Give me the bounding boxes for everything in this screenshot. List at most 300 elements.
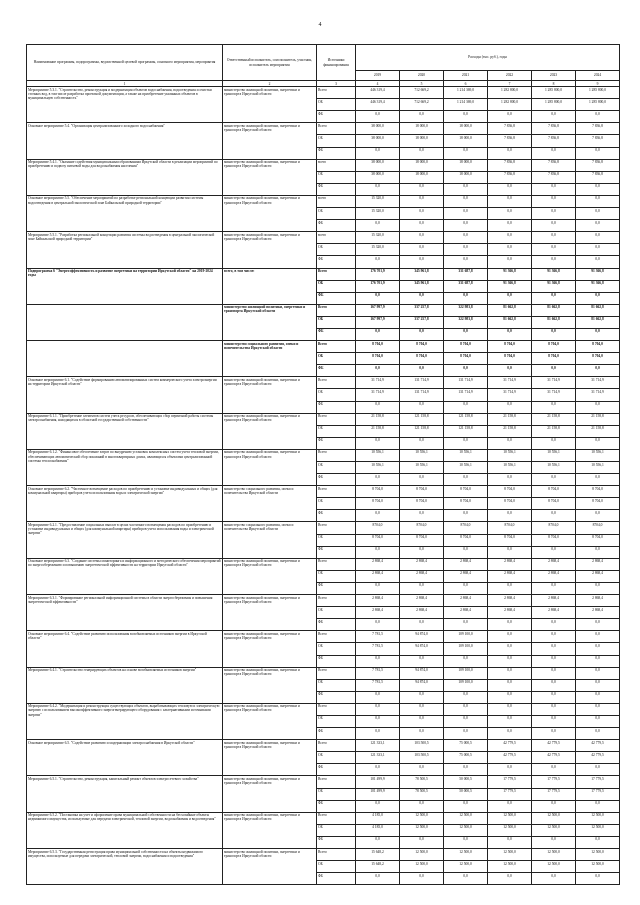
row-value-cell: 0,0 <box>356 703 400 715</box>
row-value-cell: 2 868,4 <box>400 570 444 582</box>
row-value-cell: 8 704,0 <box>576 353 620 365</box>
row-value-cell: 8 704,0 <box>532 341 576 353</box>
row-value-cell: 0,0 <box>400 365 444 377</box>
row-value-cell: 4 185,0 <box>356 812 400 824</box>
row-value-cell: 81 662,8 <box>576 304 620 316</box>
row-name-cell <box>27 341 223 377</box>
row-source-cell: ОБ <box>317 861 356 873</box>
row-value-cell: 0,0 <box>576 510 620 522</box>
row-value-cell: 12 500,0 <box>488 861 532 873</box>
row-value-cell: 7 836,8 <box>532 123 576 135</box>
row-value-cell: 2 868,4 <box>488 607 532 619</box>
row-source-cell: ФБ <box>317 111 356 123</box>
row-value-cell: 0,0 <box>400 232 444 244</box>
row-value-cell: 0,0 <box>356 582 400 594</box>
row-executor-cell: министерство жилищной политики, энергетики и транспорта Иркутской области <box>223 631 317 667</box>
row-value-cell: 7 836,8 <box>532 135 576 147</box>
row-value-cell: 0,0 <box>444 691 488 703</box>
row-value-cell: 0,0 <box>400 582 444 594</box>
row-value-cell: 121 333,1 <box>356 740 400 752</box>
row-value-cell: 0,0 <box>488 232 532 244</box>
table-row <box>27 449 620 461</box>
row-value-cell: 0,0 <box>356 546 400 558</box>
row-value-cell: 0,0 <box>400 691 444 703</box>
row-value-cell: 331 687,8 <box>444 280 488 292</box>
row-value-cell: 0,0 <box>576 232 620 244</box>
row-value-cell: 1 285 800,0 <box>532 87 576 99</box>
row-value-cell: 0,0 <box>444 655 488 667</box>
row-source-cell: ОБ <box>317 280 356 292</box>
row-value-cell: 0,0 <box>576 546 620 558</box>
row-value-cell: 91 366,8 <box>488 280 532 292</box>
row-value-cell: 0,0 <box>488 582 532 594</box>
row-source-cell: ФБ <box>317 836 356 848</box>
row-value-cell: 0,0 <box>576 401 620 413</box>
row-value-cell: 0,0 <box>444 183 488 195</box>
row-value-cell: 31 714,9 <box>576 389 620 401</box>
row-value-cell: 0,0 <box>488 679 532 691</box>
row-value-cell: 121 158,8 <box>444 413 488 425</box>
row-value-cell: 0,0 <box>576 800 620 812</box>
row-value-cell: 21 158,8 <box>356 413 400 425</box>
table-row <box>27 232 620 244</box>
row-value-cell: 75 000,5 <box>444 740 488 752</box>
row-value-cell: 31 714,9 <box>356 389 400 401</box>
row-value-cell: 81 662,8 <box>576 316 620 328</box>
row-value-cell: 0,0 <box>400 208 444 220</box>
header-year: 2021 <box>444 71 488 81</box>
row-value-cell: 18 000,0 <box>400 123 444 135</box>
table-row <box>27 159 620 171</box>
budget-table <box>26 44 620 885</box>
row-value-cell: 21 158,8 <box>356 425 400 437</box>
row-value-cell: 0,0 <box>576 631 620 643</box>
row-value-cell: 0,0 <box>488 715 532 727</box>
row-value-cell: 18 000,0 <box>400 135 444 147</box>
row-value-cell: 17 779,5 <box>576 788 620 800</box>
row-value-cell: 8 704,0 <box>444 498 488 510</box>
row-source-cell: Всего <box>317 667 356 679</box>
row-value-cell: 331 687,8 <box>444 268 488 280</box>
row-source-cell: Всего <box>317 703 356 715</box>
row-value-cell: 2 868,4 <box>488 595 532 607</box>
row-value-cell: 0,0 <box>444 703 488 715</box>
column-number: 7 <box>488 81 532 87</box>
row-value-cell: 0,0 <box>532 546 576 558</box>
row-value-cell: 91 366,8 <box>576 268 620 280</box>
row-value-cell: 0,0 <box>444 220 488 232</box>
row-value-cell: 0,0 <box>488 208 532 220</box>
row-executor-cell: министерство жилищной политики, энергетики и транспорта Иркутской области <box>223 558 317 594</box>
row-source-cell: Всего <box>317 341 356 353</box>
row-value-cell: 167 997,9 <box>356 316 400 328</box>
row-value-cell: 337 257,8 <box>400 316 444 328</box>
row-value-cell: 0,0 <box>576 474 620 486</box>
row-value-cell: 7 836,8 <box>488 159 532 171</box>
row-value-cell: 8 704,0 <box>576 486 620 498</box>
row-value-cell: 81 662,8 <box>532 304 576 316</box>
row-value-cell: 0,0 <box>444 232 488 244</box>
row-value-cell: 0,0 <box>532 873 576 885</box>
row-name-cell: Мероприятие 6.2.1. "Предоставление социальных выплат в целях частичного возмещения расходов по приобретению и установке индивидуальных и общих (для коммунальной квартиры) приборов учета использования воды и электрической энергии" <box>27 522 223 558</box>
header-year: 2024 <box>576 71 620 81</box>
row-source-cell: Всего <box>317 776 356 788</box>
row-value-cell: 131 714,9 <box>444 389 488 401</box>
row-value-cell: 0,0 <box>356 836 400 848</box>
column-number: 3 <box>317 81 356 87</box>
row-executor-cell: министерство жилищной политики, энергетики и транспорта Иркутской области <box>223 413 317 449</box>
row-value-cell: 0,0 <box>356 437 400 449</box>
row-value-cell: 10 556,1 <box>444 449 488 461</box>
table-row <box>27 304 620 316</box>
row-value-cell: 0,0 <box>532 183 576 195</box>
row-value-cell: 8 704,0 <box>488 534 532 546</box>
row-value-cell: 0,0 <box>488 437 532 449</box>
row-value-cell: 0,0 <box>400 873 444 885</box>
row-value-cell: 0,0 <box>576 220 620 232</box>
row-value-cell: 0,0 <box>488 183 532 195</box>
row-value-cell: 2 868,4 <box>532 570 576 582</box>
row-value-cell: 38 000,0 <box>356 123 400 135</box>
table-row <box>27 776 620 788</box>
row-value-cell: 2 868,4 <box>488 558 532 570</box>
row-source-cell: ОБ <box>317 208 356 220</box>
row-value-cell: 0,0 <box>488 256 532 268</box>
row-source-cell: всего <box>317 195 356 207</box>
row-source-cell: Всего <box>317 449 356 461</box>
row-value-cell: 12 500,0 <box>400 824 444 836</box>
row-value-cell: 12 500,0 <box>488 824 532 836</box>
row-value-cell: 7 836,8 <box>576 159 620 171</box>
row-value-cell: 0,0 <box>400 764 444 776</box>
row-value-cell: 0,0 <box>488 643 532 655</box>
row-value-cell: 18 000,0 <box>444 159 488 171</box>
row-value-cell: 81 662,8 <box>488 316 532 328</box>
row-source-cell: ФБ <box>317 619 356 631</box>
row-value-cell: 12 500,0 <box>532 824 576 836</box>
row-value-cell: 0,0 <box>444 546 488 558</box>
row-name-cell: Мероприятие 6.4.2. "Модернизация и реконструкция существующих объектов, вырабатывающих тепловую и электрическую энергию с использованием высокоэффективного энергогенерирующего оборудования с альтернативными источниками энергии" <box>27 703 223 739</box>
row-value-cell: 0,0 <box>576 437 620 449</box>
row-value-cell: 0,0 <box>356 147 400 159</box>
row-value-cell: 42 779,5 <box>488 740 532 752</box>
row-value-cell: 0,0 <box>576 667 620 679</box>
row-value-cell: 0,0 <box>356 111 400 123</box>
row-value-cell: 10 556,1 <box>576 462 620 474</box>
row-value-cell: 94 874,0 <box>400 643 444 655</box>
row-value-cell: 0,0 <box>532 328 576 340</box>
row-value-cell: 131 714,9 <box>444 377 488 389</box>
row-value-cell: 0,0 <box>444 619 488 631</box>
row-value-cell: 8 704,0 <box>400 341 444 353</box>
row-value-cell: 0,0 <box>576 679 620 691</box>
row-name-cell: Мероприятие 5.5.1. "Разработка региональной концепции развития системы водоотведения в центральной экологической зоне Байкальской природной территории" <box>27 232 223 268</box>
row-name-cell: Мероприятие 6.1.1. "Приобретение элементов систем учета ресурсов, обеспечивающих сбор первичной работы системы электроснабжения, находящихся в областной государственной собственности" <box>27 413 223 449</box>
row-value-cell: 50 000,5 <box>444 788 488 800</box>
row-value-cell: 7 836,8 <box>532 159 576 171</box>
row-value-cell: 0,0 <box>532 764 576 776</box>
row-value-cell: 21 158,8 <box>576 413 620 425</box>
row-value-cell: 0,0 <box>400 703 444 715</box>
row-value-cell: 12 500,0 <box>444 849 488 861</box>
row-value-cell: 109 100,0 <box>444 643 488 655</box>
row-source-cell: ФБ <box>317 401 356 413</box>
row-source-cell: ОБ <box>317 462 356 474</box>
row-value-cell: 0,0 <box>576 764 620 776</box>
row-value-cell: 0,0 <box>356 220 400 232</box>
row-value-cell: 2 868,4 <box>356 570 400 582</box>
row-value-cell: 0,0 <box>532 111 576 123</box>
row-value-cell: 8704,0 <box>400 522 444 534</box>
row-value-cell: 12 500,0 <box>400 861 444 873</box>
row-value-cell: 0,0 <box>400 474 444 486</box>
row-source-cell: Всего <box>317 849 356 861</box>
row-name-cell: Основное мероприятие 6.2. "Частичное возмещение расходов по приобретению и установке индивидуальных и общих (для коммунальной квартиры) приборов учета использования воды и электрической энергии" <box>27 486 223 522</box>
row-name-cell: Подпрограмма 6 "Энергоэффективность и развитие энергетики на территории Иркутской области" на 2019-2024 годы <box>27 268 223 304</box>
row-value-cell: 345 961,8 <box>400 268 444 280</box>
row-value-cell: 8 704,0 <box>400 353 444 365</box>
row-value-cell: 0,0 <box>356 401 400 413</box>
table-row <box>27 595 620 607</box>
column-number: 4 <box>356 81 400 87</box>
table-row <box>27 486 620 498</box>
row-value-cell: 1 285 800,0 <box>576 87 620 99</box>
row-value-cell: 8 704,0 <box>576 341 620 353</box>
row-value-cell: 0,0 <box>576 328 620 340</box>
row-executor-cell: министерство жилищной политики, энергетики и транспорта Иркутской области <box>223 87 317 123</box>
row-value-cell: 17 779,5 <box>488 776 532 788</box>
row-source-cell: ОБ <box>317 752 356 764</box>
row-value-cell: 0,0 <box>400 256 444 268</box>
row-source-cell: ФБ <box>317 183 356 195</box>
row-value-cell: 15 648,2 <box>356 849 400 861</box>
row-value-cell: 0,0 <box>488 655 532 667</box>
row-name-cell: Мероприятие 6.5.3. "Государственная регистрация права муниципальной собственности на объекты недвижимого имущества, используемые для передачи электрической, тепловой энергии, водоснабжения и водоотведения" <box>27 849 223 885</box>
row-value-cell: 0,0 <box>444 111 488 123</box>
row-name-cell: Мероприятие 5.3.1. "Строительство, реконструкция и модернизация объектов водоснабжения, водоотведения и очистки сточных вод, в том числе разработка проектной документации, а также на приобретение указанных объектов в муниципальную собственность" <box>27 87 223 123</box>
row-value-cell: 0,0 <box>444 728 488 740</box>
row-value-cell: 7 836,8 <box>576 123 620 135</box>
row-name-cell: Мероприятие 6.4.1. "Строительство генерирующих объектов на основе возобновляемых источников энергии" <box>27 667 223 703</box>
row-source-cell: ФБ <box>317 147 356 159</box>
row-value-cell: 15 320,0 <box>356 195 400 207</box>
row-value-cell: 12 500,0 <box>444 861 488 873</box>
row-value-cell: 8 704,0 <box>356 341 400 353</box>
row-value-cell: 0,0 <box>400 437 444 449</box>
table-row <box>27 123 620 135</box>
table-row <box>27 87 620 99</box>
row-executor-cell: министерство жилищной политики, энергетики и транспорта Иркутской области <box>223 377 317 413</box>
row-value-cell: 0,0 <box>576 195 620 207</box>
table-row <box>27 268 620 280</box>
table-row <box>27 522 620 534</box>
row-value-cell: 8 704,0 <box>532 534 576 546</box>
row-value-cell: 0,0 <box>532 643 576 655</box>
row-value-cell: 0,0 <box>488 764 532 776</box>
row-value-cell: 101 499,9 <box>356 776 400 788</box>
row-source-cell: Всего <box>317 268 356 280</box>
row-value-cell: 0,0 <box>400 510 444 522</box>
row-value-cell: 0,0 <box>488 292 532 304</box>
row-value-cell: 15 648,2 <box>356 861 400 873</box>
row-value-cell: 0,0 <box>576 643 620 655</box>
table-row <box>27 849 620 861</box>
row-executor-cell: министерство жилищной политики, энергетики и транспорта Иркутской области <box>223 667 317 703</box>
row-source-cell: ОБ <box>317 99 356 111</box>
row-value-cell: 2 868,4 <box>400 607 444 619</box>
row-executor-cell: министерство жилищной политики, энергетики и транспорта Иркутской области <box>223 776 317 812</box>
row-source-cell: ОБ <box>317 389 356 401</box>
table-row <box>27 413 620 425</box>
row-value-cell: 12 500,0 <box>576 824 620 836</box>
row-value-cell: 0,0 <box>488 728 532 740</box>
row-value-cell: 0,0 <box>488 800 532 812</box>
row-value-cell: 8 704,0 <box>356 498 400 510</box>
row-value-cell: 0,0 <box>444 510 488 522</box>
row-source-cell: ОБ <box>317 715 356 727</box>
row-value-cell: 7 836,8 <box>488 123 532 135</box>
row-value-cell: 0,0 <box>356 183 400 195</box>
row-value-cell: 12 500,0 <box>532 812 576 824</box>
row-value-cell: 0,0 <box>400 292 444 304</box>
row-value-cell: 10 556,1 <box>400 462 444 474</box>
row-value-cell: 10 556,1 <box>356 462 400 474</box>
row-value-cell: 0,0 <box>576 619 620 631</box>
row-value-cell: 2 868,4 <box>532 607 576 619</box>
row-source-cell: ОБ <box>317 498 356 510</box>
row-value-cell: 109 100,0 <box>444 679 488 691</box>
row-value-cell: 0,0 <box>576 703 620 715</box>
row-value-cell: 0,0 <box>488 836 532 848</box>
row-value-cell: 8 704,0 <box>532 498 576 510</box>
row-value-cell: 0,0 <box>444 292 488 304</box>
table-row <box>27 703 620 715</box>
row-value-cell: 0,0 <box>532 679 576 691</box>
row-value-cell: 0,0 <box>488 328 532 340</box>
row-value-cell: 31 714,9 <box>576 377 620 389</box>
row-value-cell: 0,0 <box>532 220 576 232</box>
row-value-cell: 0,0 <box>356 715 400 727</box>
row-value-cell: 0,0 <box>532 232 576 244</box>
row-value-cell: 8704,0 <box>488 522 532 534</box>
row-source-cell: ОБ <box>317 570 356 582</box>
row-value-cell: 0,0 <box>532 655 576 667</box>
row-value-cell: 12 500,0 <box>488 812 532 824</box>
row-source-cell: ФБ <box>317 728 356 740</box>
row-value-cell: 12 500,0 <box>488 849 532 861</box>
row-source-cell: ФБ <box>317 474 356 486</box>
row-source-cell: ОБ <box>317 679 356 691</box>
row-source-cell: Всего <box>317 595 356 607</box>
row-source-cell: ФБ <box>317 365 356 377</box>
row-value-cell: 345 961,8 <box>400 280 444 292</box>
row-value-cell: 7 836,8 <box>488 171 532 183</box>
row-value-cell: 8704,0 <box>576 522 620 534</box>
column-number: 1 <box>27 81 223 87</box>
row-value-cell: 0,0 <box>444 800 488 812</box>
row-value-cell: 0,0 <box>400 728 444 740</box>
table-body <box>27 87 620 885</box>
row-value-cell: 2 868,4 <box>356 595 400 607</box>
row-value-cell: 0,0 <box>532 582 576 594</box>
row-source-cell: ОБ <box>317 607 356 619</box>
row-value-cell: 121 158,8 <box>444 425 488 437</box>
row-value-cell: 42 779,5 <box>576 752 620 764</box>
row-value-cell: 0,0 <box>532 147 576 159</box>
row-value-cell: 31 714,9 <box>532 389 576 401</box>
row-value-cell: 0,0 <box>356 800 400 812</box>
row-value-cell: 42 779,5 <box>532 752 576 764</box>
row-value-cell: 2 868,4 <box>356 607 400 619</box>
page-number: 4 <box>318 22 322 28</box>
header-year: 2020 <box>400 71 444 81</box>
row-source-cell: ОБ <box>317 824 356 836</box>
row-value-cell: 78 500,5 <box>400 788 444 800</box>
row-value-cell: 2 868,4 <box>444 607 488 619</box>
row-value-cell: 0,0 <box>532 631 576 643</box>
row-source-cell: ФБ <box>317 655 356 667</box>
row-value-cell: 0,0 <box>488 703 532 715</box>
row-value-cell: 0,0 <box>356 873 400 885</box>
row-value-cell: 446 319,4 <box>356 99 400 111</box>
row-value-cell: 12 500,0 <box>576 849 620 861</box>
row-value-cell: 15 320,0 <box>356 208 400 220</box>
row-value-cell: 8 704,0 <box>576 534 620 546</box>
row-value-cell: 0,0 <box>400 546 444 558</box>
row-value-cell: 0,0 <box>488 631 532 643</box>
row-value-cell: 42 779,5 <box>532 740 576 752</box>
row-name-cell <box>27 304 223 340</box>
row-value-cell: 0,0 <box>532 619 576 631</box>
row-source-cell: Всего <box>317 123 356 135</box>
row-value-cell: 0,0 <box>532 691 576 703</box>
row-source-cell: Всего <box>317 87 356 99</box>
row-value-cell: 38 000,0 <box>356 171 400 183</box>
row-value-cell: 0,0 <box>488 244 532 256</box>
row-value-cell: 31 714,9 <box>532 377 576 389</box>
row-source-cell: ФБ <box>317 220 356 232</box>
row-source-cell: ФБ <box>317 873 356 885</box>
row-executor-cell: министерство жилищной политики, энергетики и транспорта Иркутской области <box>223 595 317 631</box>
row-source-cell: всего <box>317 232 356 244</box>
row-value-cell: 8704,0 <box>444 522 488 534</box>
row-value-cell: 17 779,5 <box>576 776 620 788</box>
table-row <box>27 812 620 824</box>
row-source-cell: ФБ <box>317 328 356 340</box>
row-value-cell: 0,0 <box>532 474 576 486</box>
row-value-cell: 8 704,0 <box>444 534 488 546</box>
row-source-cell: ОБ <box>317 135 356 147</box>
row-executor-cell: министерство жилищной политики, энергетики и транспорта Иркутской области <box>223 195 317 231</box>
row-value-cell: 10 556,1 <box>488 449 532 461</box>
row-value-cell: 78 500,5 <box>400 776 444 788</box>
row-value-cell: 7 836,8 <box>488 135 532 147</box>
row-executor-cell: министерство жилищной политики, энергетики и транспорта Иркутской области <box>223 812 317 848</box>
row-value-cell: 18 000,0 <box>444 123 488 135</box>
row-value-cell: 1 282 800,0 <box>488 87 532 99</box>
table-row <box>27 195 620 207</box>
row-value-cell: 0,0 <box>576 244 620 256</box>
row-value-cell: 31 714,9 <box>488 377 532 389</box>
row-value-cell: 0,0 <box>576 147 620 159</box>
row-value-cell: 12 500,0 <box>576 812 620 824</box>
row-name-cell: Основное мероприятие 6.5. "Содействие развитию и модернизации электроснабжения в Иркутской области" <box>27 740 223 776</box>
row-value-cell: 1 282 800,0 <box>488 99 532 111</box>
row-value-cell: 0,0 <box>576 208 620 220</box>
row-value-cell: 0,0 <box>532 401 576 413</box>
row-value-cell: 176 701,9 <box>356 268 400 280</box>
row-value-cell: 2 868,4 <box>400 595 444 607</box>
